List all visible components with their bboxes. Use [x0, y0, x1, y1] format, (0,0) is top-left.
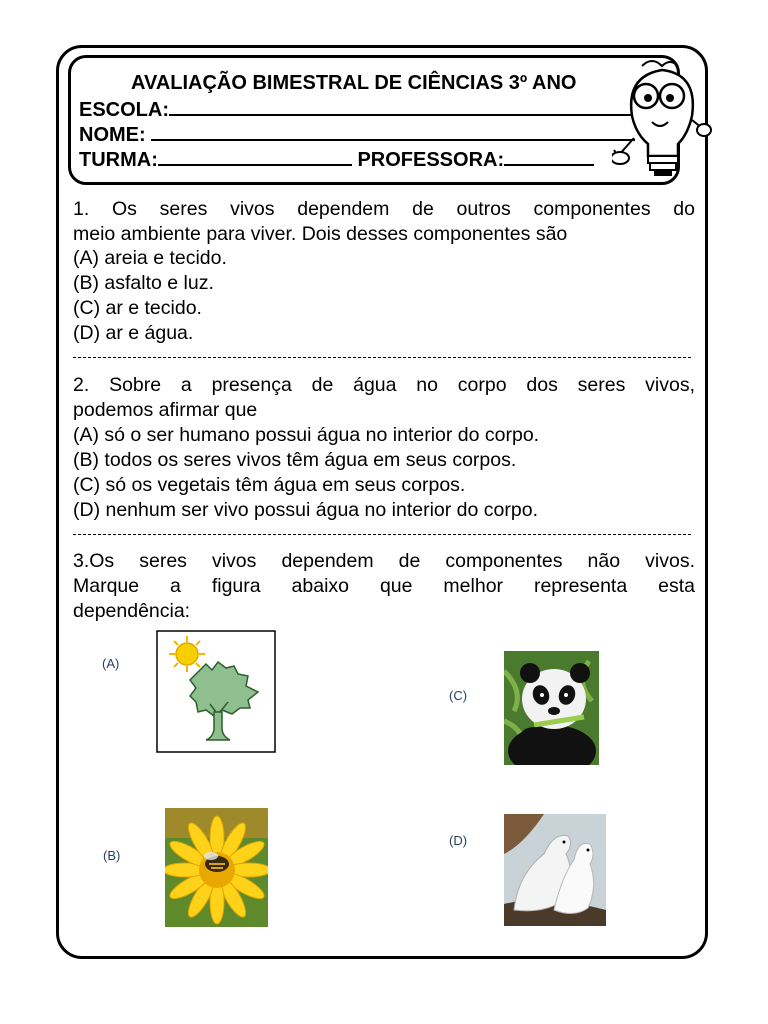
school-blank[interactable] [169, 96, 639, 116]
teacher-blank[interactable] [504, 146, 594, 166]
question-1-line-2: meio ambiente para viver. Dois desses componentes são [73, 223, 568, 245]
question-3-line-2: Marque a figura abaixo que melhor representa esta [73, 575, 695, 597]
question-2-option-d[interactable]: (D) nenhum ser vivo possui água no interior do corpo. [73, 499, 538, 521]
question-2-option-a[interactable]: (A) só o ser humano possui água no interior do corpo. [73, 424, 540, 446]
figure-b-label: (B) [103, 848, 121, 863]
class-label: TURMA: [79, 149, 158, 171]
figure-d-doves-icon[interactable] [504, 814, 606, 926]
figure-a-sun-tree-icon[interactable] [156, 630, 276, 753]
page-title: AVALIAÇÃO BIMESTRAL DE CIÊNCIAS 3º ANO [131, 72, 577, 94]
class-blank[interactable] [158, 146, 352, 166]
teacher-label: PROFESSORA: [357, 149, 505, 171]
name-blank[interactable] [151, 121, 635, 141]
lightbulb-mascot-icon [612, 58, 712, 188]
question-1-option-c[interactable]: (C) ar e tecido. [73, 297, 202, 319]
name-label: NOME: [79, 124, 146, 146]
question-2-option-b[interactable]: (B) todos os seres vivos têm água em seus corpos. [73, 449, 517, 471]
question-1-line-1: 1. Os seres vivos dependem de outros componentes do [73, 198, 695, 220]
class-field [79, 146, 594, 172]
separator [73, 357, 691, 358]
question-3-line-1: 3.Os seres vivos dependem de componentes não vivos. [73, 550, 695, 572]
question-2-option-c[interactable]: (C) só os vegetais têm água em seus corpos. [73, 474, 466, 496]
question-3-line-3: dependência: [73, 600, 191, 622]
separator [73, 534, 691, 535]
figure-a-label: (A) [102, 656, 120, 671]
name-field [79, 121, 635, 147]
figure-b-bee-flower-icon[interactable] [165, 808, 268, 927]
question-2-line-2: podemos afirmar que [73, 399, 258, 421]
question-1-option-b[interactable]: (B) asfalto e luz. [73, 272, 214, 294]
school-label: ESCOLA: [79, 99, 169, 121]
question-1-option-d[interactable]: (D) ar e água. [73, 322, 194, 344]
question-1-option-a[interactable]: (A) areia e tecido. [73, 247, 227, 269]
figure-d-label: (D) [449, 833, 468, 848]
question-2-line-1: 2. Sobre a presença de água no corpo dos seres vivos, [73, 374, 695, 396]
school-field [79, 96, 639, 122]
figure-c-panda-icon[interactable] [504, 651, 599, 765]
figure-c-label: (C) [449, 688, 468, 703]
header-box [68, 55, 680, 185]
